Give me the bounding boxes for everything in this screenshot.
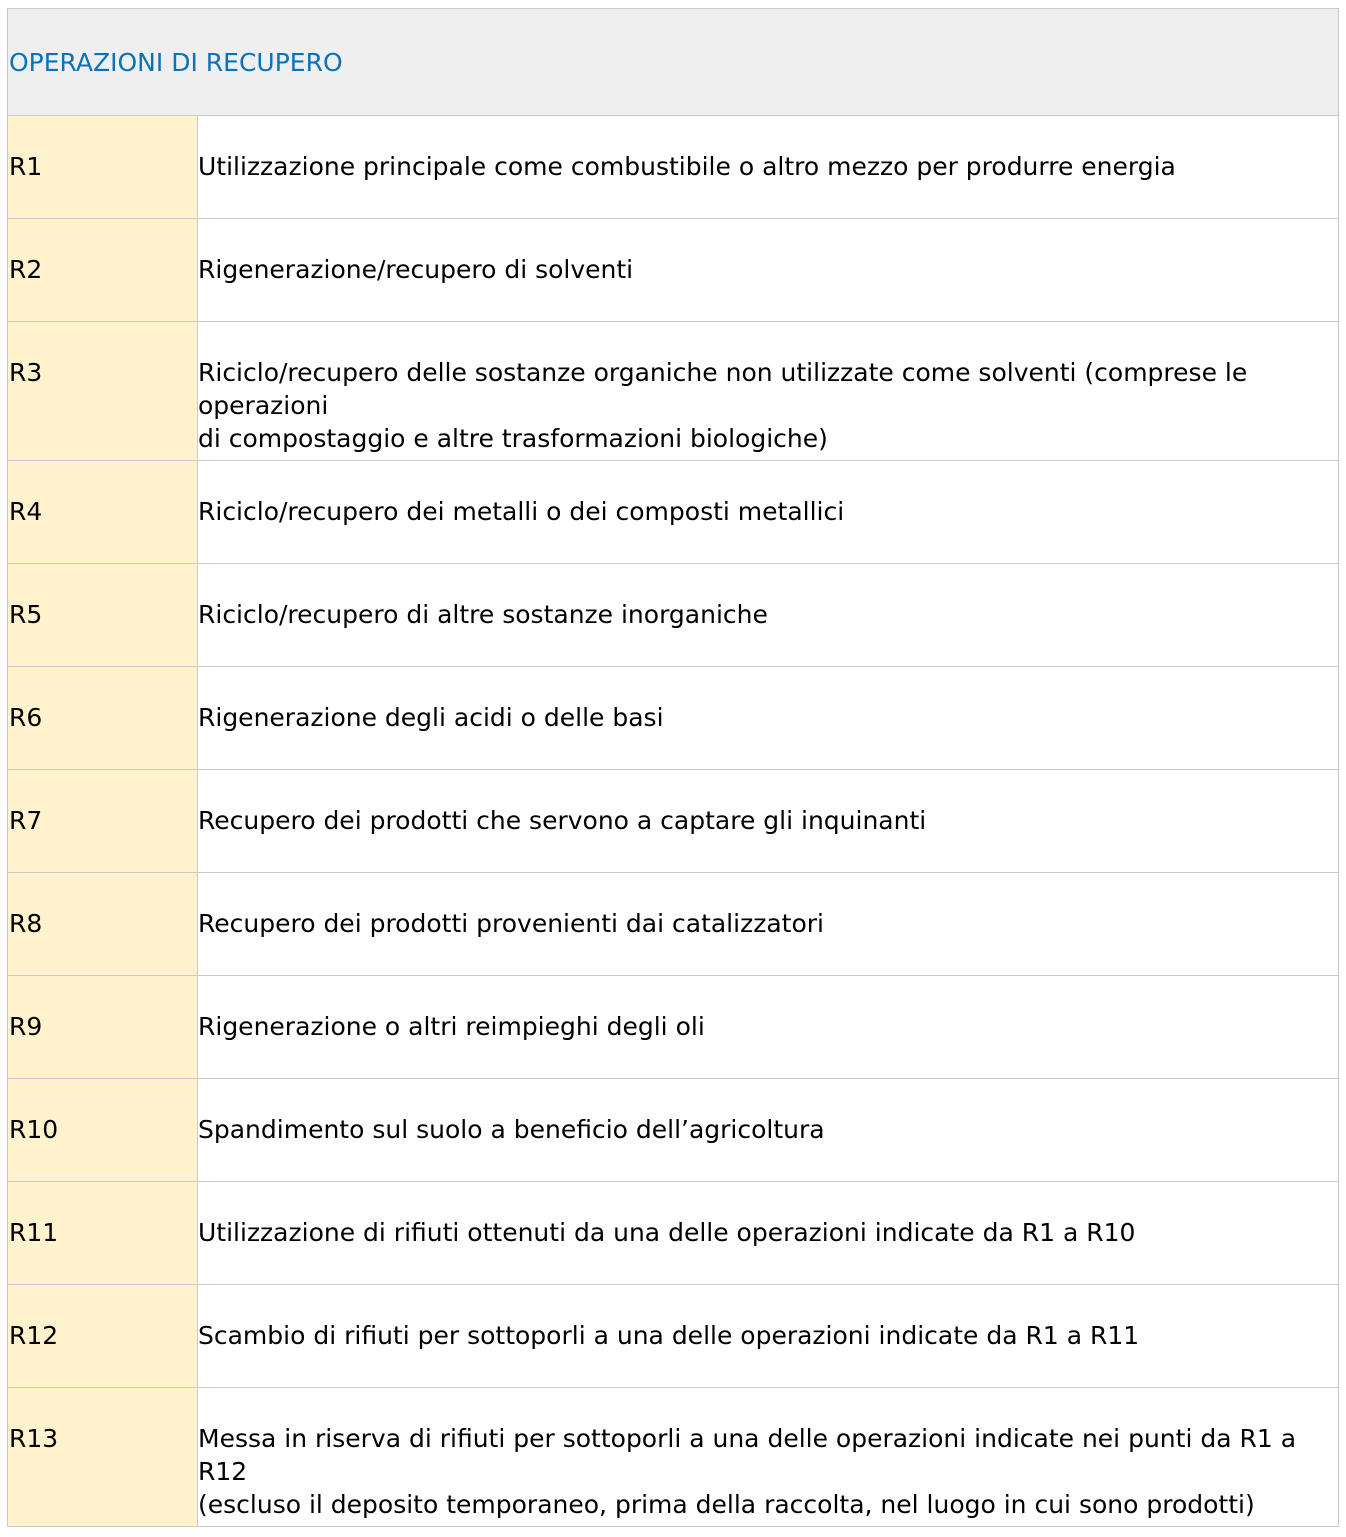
operation-description: Rigenerazione degli acidi o delle basi bbox=[198, 703, 664, 732]
table-row bbox=[8, 667, 1338, 770]
operation-description: Recupero dei prodotti provenienti dai catalizzatori bbox=[198, 909, 824, 938]
table-row bbox=[8, 322, 1338, 461]
operation-description: Riciclo/recupero dei metalli o dei composti metallici bbox=[198, 497, 845, 526]
recovery-operations-table bbox=[7, 8, 1339, 1527]
operation-code: R5 bbox=[8, 564, 198, 666]
operation-description: Utilizzazione principale come combustibile o altro mezzo per produrre energia bbox=[198, 152, 1176, 181]
operation-code: R7 bbox=[8, 770, 198, 872]
operation-code: R13 bbox=[8, 1388, 198, 1526]
table-title: OPERAZIONI DI RECUPERO bbox=[9, 47, 343, 77]
operation-description: Spandimento sul suolo a beneficio dell’agricoltura bbox=[198, 1115, 825, 1144]
table-header bbox=[8, 9, 1338, 116]
table-row bbox=[8, 1079, 1338, 1182]
operation-description: Riciclo/recupero delle sostanze organiche non utilizzate come solventi (comprese le operazioni di compostaggio e altre trasformazioni biologiche) bbox=[198, 358, 1248, 453]
table-row bbox=[8, 116, 1338, 219]
operation-description: Messa in riserva di rifiuti per sottoporli a una delle operazioni indicate nei punti da R1 a R12 (escluso il deposito temporaneo, prima della raccolta, nel luogo in cui sono prodotti) bbox=[198, 1424, 1297, 1519]
operation-description: Recupero dei prodotti che servono a captare gli inquinanti bbox=[198, 806, 927, 835]
operation-code: R8 bbox=[8, 873, 198, 975]
operation-code: R6 bbox=[8, 667, 198, 769]
table-row bbox=[8, 461, 1338, 564]
operation-code: R1 bbox=[8, 116, 198, 218]
table-row bbox=[8, 1182, 1338, 1285]
operation-code: R10 bbox=[8, 1079, 198, 1181]
operation-code: R12 bbox=[8, 1285, 198, 1387]
table-row bbox=[8, 770, 1338, 873]
operation-code: R4 bbox=[8, 461, 198, 563]
operation-description: Riciclo/recupero di altre sostanze inorganiche bbox=[198, 600, 768, 629]
operation-description: Rigenerazione/recupero di solventi bbox=[198, 255, 634, 284]
operation-description: Utilizzazione di rifiuti ottenuti da una delle operazioni indicate da R1 a R10 bbox=[198, 1218, 1136, 1247]
operation-description: Rigenerazione o altri reimpieghi degli oli bbox=[198, 1012, 705, 1041]
table-row bbox=[8, 1285, 1338, 1388]
operation-description: Scambio di rifiuti per sottoporli a una delle operazioni indicate da R1 a R11 bbox=[198, 1321, 1140, 1350]
operation-code: R11 bbox=[8, 1182, 198, 1284]
operation-code: R2 bbox=[8, 219, 198, 321]
table-row bbox=[8, 219, 1338, 322]
table-row bbox=[8, 873, 1338, 976]
operation-code: R9 bbox=[8, 976, 198, 1078]
table-row bbox=[8, 564, 1338, 667]
table-row bbox=[8, 976, 1338, 1079]
operation-code: R3 bbox=[8, 322, 198, 460]
table-row bbox=[8, 1388, 1338, 1526]
